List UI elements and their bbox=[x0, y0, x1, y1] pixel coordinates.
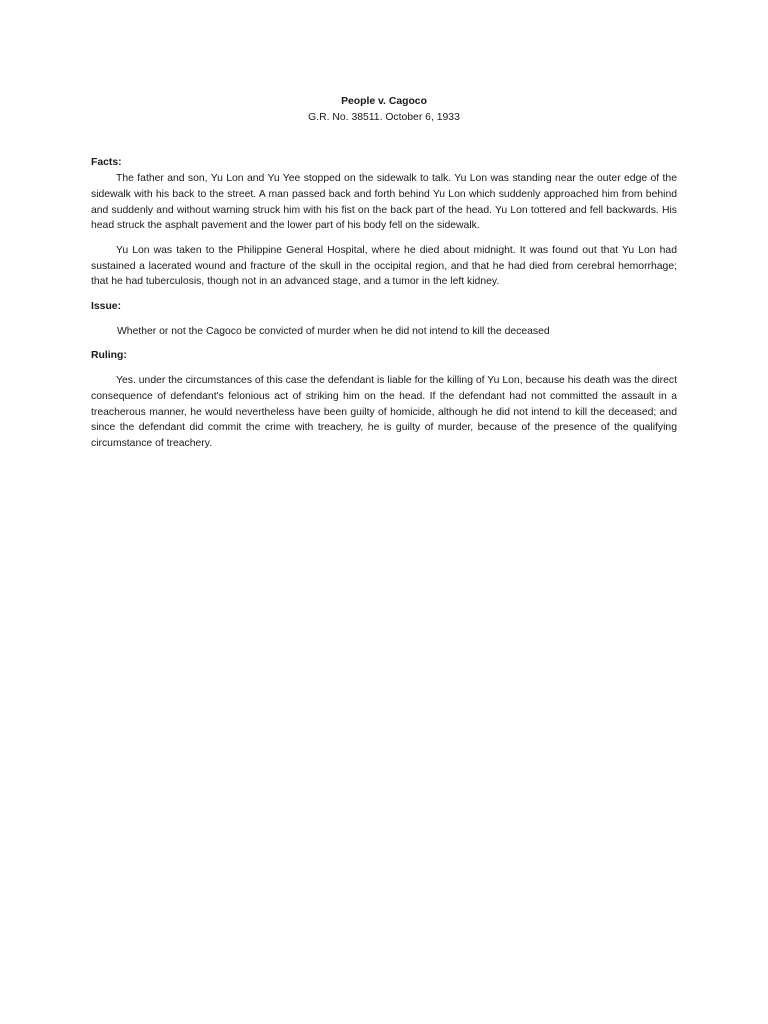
case-citation: G.R. No. 38511. October 6, 1933 bbox=[308, 111, 460, 123]
ruling-section bbox=[91, 348, 677, 451]
case-title: People v. Cagoco bbox=[341, 96, 427, 107]
issue-text: Whether or not the Cagoco be convicted of murder when he did not intend to kill the deceased bbox=[117, 325, 550, 337]
ruling-paragraph: Yes. under the circumstances of this case the defendant is liable for the killing of Yu Lon, because his death was the direct consequence of defendant's felonious act of striking him on the head. If the defendant had not committed the assault in a treacherous manner, he would nevertheless have been guilty of homicide, although he did not intend to kill the deceased; and since the defendant did commit the crime with treachery, he is guilty of murder, because of the presence of the qualifying circumstance of treachery. bbox=[91, 375, 677, 449]
facts-heading: Facts: bbox=[91, 157, 122, 169]
facts-paragraph-2: Yu Lon was taken to the Philippine General Hospital, where he died about midnight. It was found out that Yu Lon had sustained a lacerated wound and fracture of the skull in the occipital region, and that he had died from cerebral hemorrhage; that he had tuberculosis, though not in an advanced stage, and a tumor in the left kidney. bbox=[91, 244, 677, 288]
facts-paragraph-1: The father and son, Yu Lon and Yu Yee stopped on the sidewalk to talk. Yu Lon was standing near the outer edge of the sidewalk with his back to the street. A man passed back and forth behind Yu Lon which suddenly approached him from behind and suddenly and without warning struck him with his fist on the back part of the head. Yu Lon tottered and fell backwards. His head struck the asphalt pavement and the lower part of his body fell on the sidewalk. bbox=[91, 173, 677, 232]
issue-section bbox=[91, 299, 677, 339]
facts-section bbox=[91, 155, 677, 290]
ruling-heading: Ruling: bbox=[91, 350, 127, 362]
document-header bbox=[91, 94, 677, 125]
issue-heading: Issue: bbox=[91, 301, 122, 313]
